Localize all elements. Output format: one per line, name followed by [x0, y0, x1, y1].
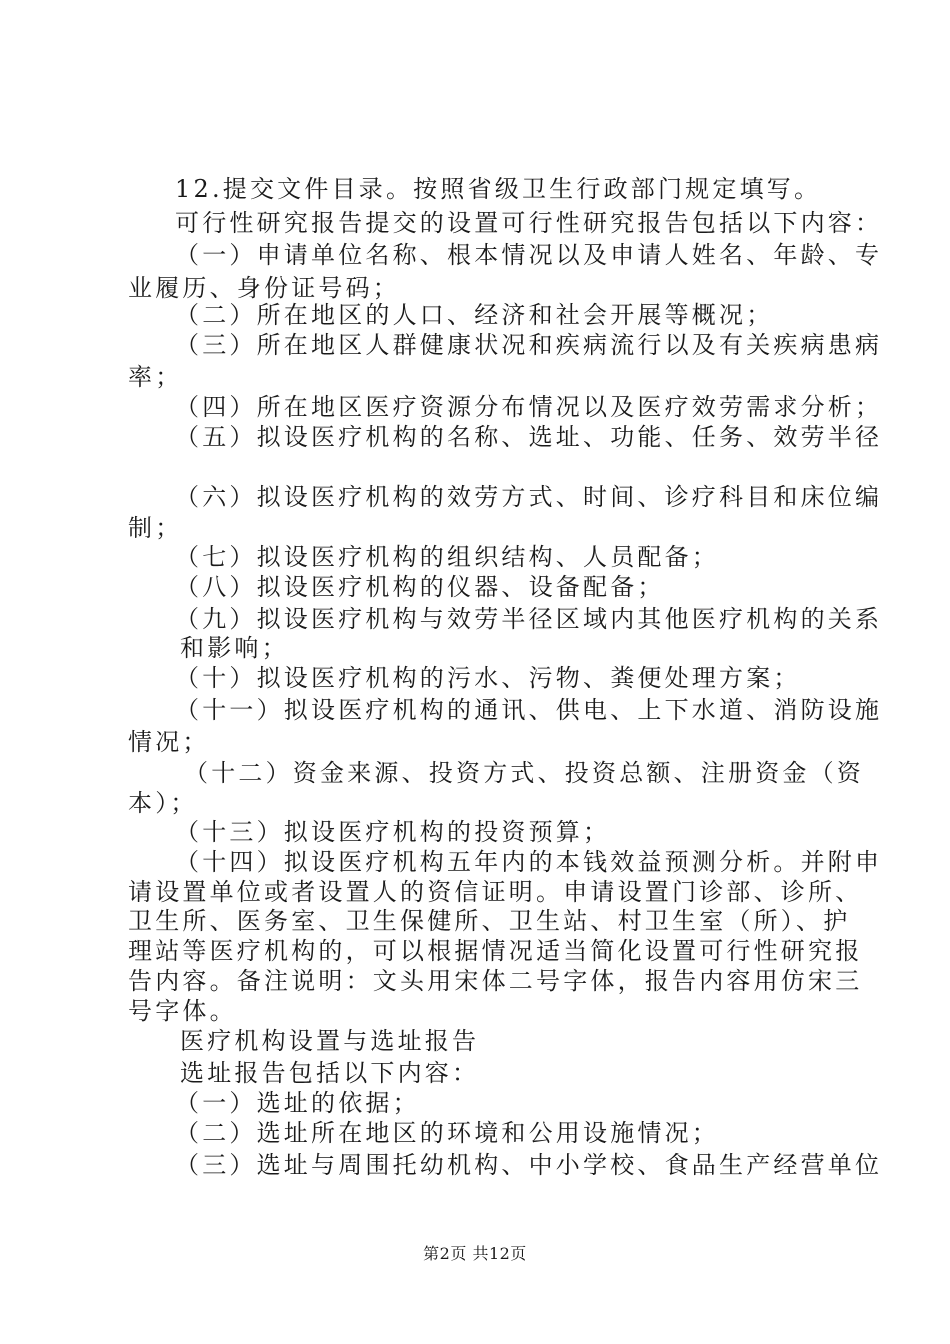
text-line: 制；: [128, 514, 183, 542]
text-line: （十二）资金来源、投资方式、投资总额、注册资金（资: [184, 759, 864, 787]
text-line: （十四）拟设医疗机构五年内的本钱效益预测分析。并附申: [175, 848, 883, 876]
text-line: （七）拟设医疗机构的组织结构、人员配备；: [175, 543, 719, 571]
text-line: （一）选址的依据；: [175, 1089, 420, 1117]
text-line: （十一）拟设医疗机构的通讯、供电、上下水道、消防设施: [175, 696, 883, 724]
text-line: 本）；: [128, 789, 198, 817]
text-line: （二）选址所在地区的环境和公用设施情况；: [175, 1119, 719, 1147]
text-line: （三）所在地区人群健康状况和疾病流行以及有关疾病患病: [175, 331, 883, 359]
text-line: 可行性研究报告提交的设置可行性研究报告包括以下内容：: [175, 209, 883, 237]
text-line: 业履历、身份证号码；: [128, 274, 400, 302]
text-line: 请设置单位或者设置人的资信证明。申请设置门诊部、诊所、: [128, 878, 863, 906]
text-line: 理站等医疗机构的，可以根据情况适当简化设置可行性研究报: [128, 937, 863, 965]
text-line: 12.提交文件目录。按照省级卫生行政部门规定填写。: [175, 175, 822, 203]
text-line: （一）申请单位名称、根本情况以及申请人姓名、年龄、专: [175, 241, 883, 269]
section-heading: 医疗机构设置与选址报告: [180, 1027, 480, 1055]
text-line: 情况；: [128, 728, 210, 756]
text-line: （三）选址与周围托幼机构、中小学校、食品生产经营单位: [175, 1151, 883, 1179]
text-line: 卫生所、医务室、卫生保健所、卫生站、村卫生室（所）、护: [128, 907, 851, 935]
text-line: （六）拟设医疗机构的效劳方式、时间、诊疗科目和床位编: [175, 483, 883, 511]
text-line: 选址报告包括以下内容：: [180, 1059, 480, 1087]
text-line: （四）所在地区医疗资源分布情况以及医疗效劳需求分析；: [175, 393, 883, 421]
text-line: 率；: [128, 363, 183, 391]
text-line: 告内容。备注说明：文头用宋体二号字体，报告内容用仿宋三: [128, 967, 863, 995]
text-line: （八）拟设医疗机构的仪器、设备配备；: [175, 573, 665, 601]
text-line: 号字体。: [128, 997, 237, 1025]
text-line: （十三）拟设医疗机构的投资预算；: [175, 818, 611, 846]
text-line: （九）拟设医疗机构与效劳半径区域内其他医疗机构的关系: [175, 605, 883, 633]
page-footer: 第2页 共12页: [423, 1244, 527, 1263]
text-line: （二）所在地区的人口、经济和社会开展等概况；: [175, 301, 774, 329]
text-line: 和影响；: [180, 634, 289, 662]
text-line: （十）拟设医疗机构的污水、污物、粪便处理方案；: [175, 664, 801, 692]
text-line: （五）拟设医疗机构的名称、选址、功能、任务、效劳半径: [175, 423, 883, 451]
